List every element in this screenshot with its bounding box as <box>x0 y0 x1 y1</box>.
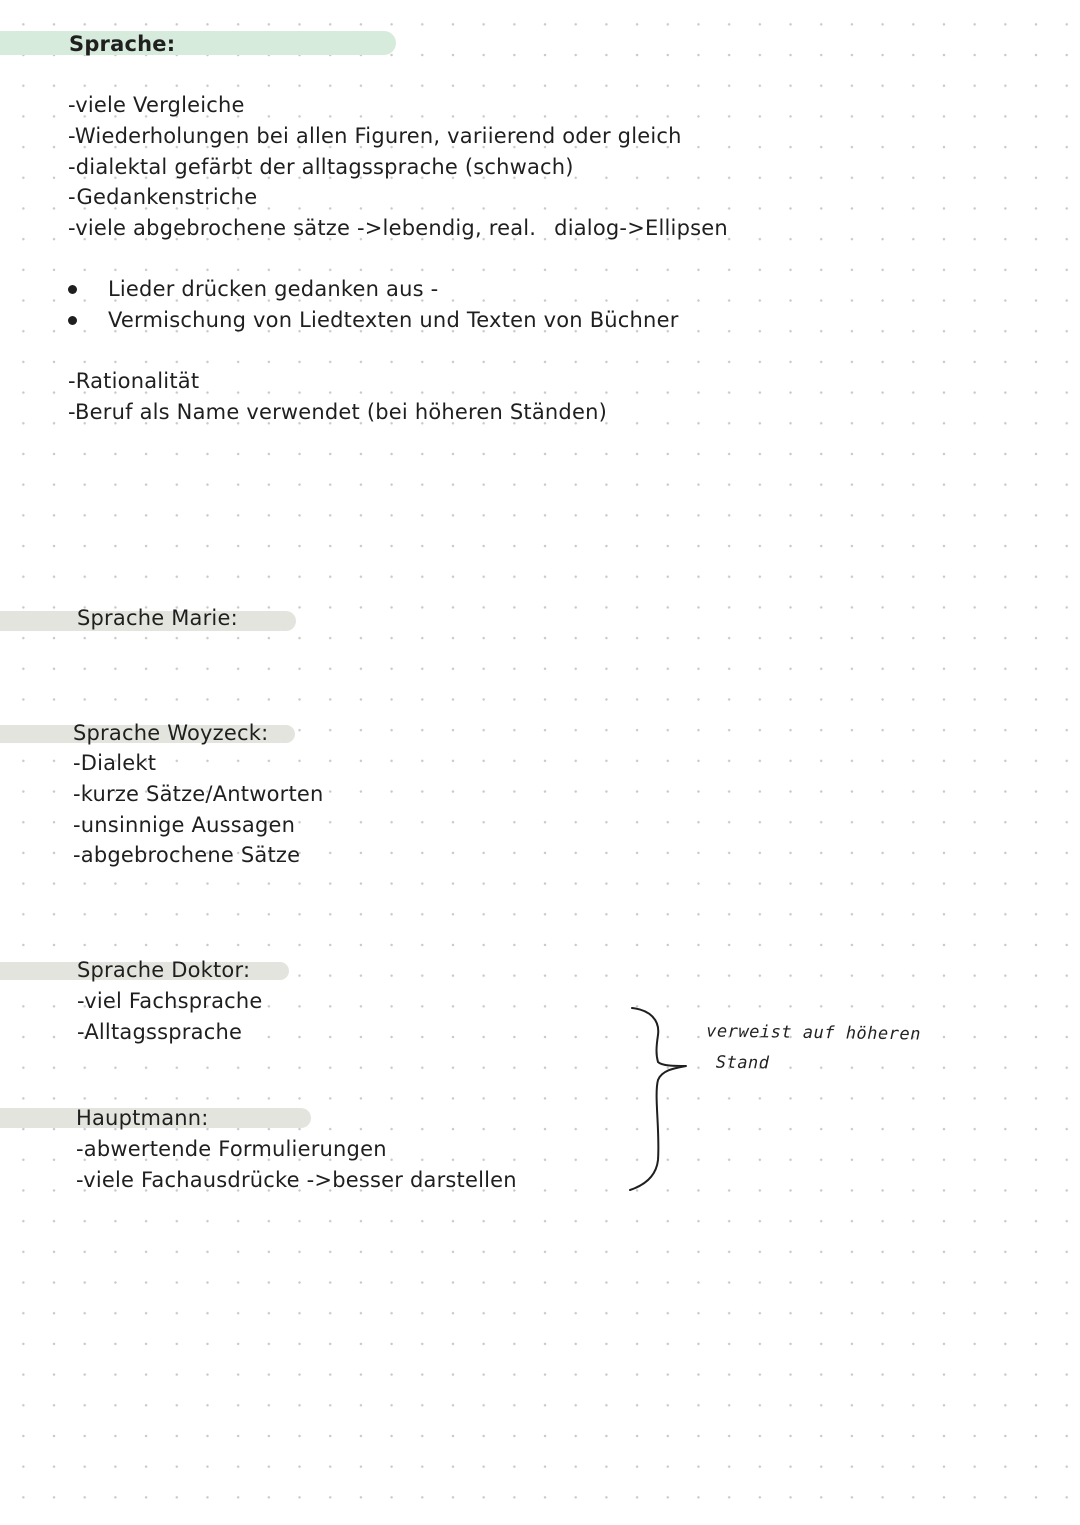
bullet-item: Vermischung von Liedtexten und Texten von Büchner <box>68 305 679 336</box>
section-heading-woyzeck: Sprache Woyzeck: <box>73 721 269 745</box>
list-item: -Gedankenstriche <box>68 185 258 210</box>
sprache-list <box>68 90 728 244</box>
annotation-line: verweist auf höheren <box>706 1021 922 1045</box>
curly-brace-icon <box>620 1000 700 1200</box>
list-item: -Dialekt <box>73 751 157 775</box>
list-item: -Alltagssprache <box>77 1019 243 1044</box>
list-item: -Rationalität <box>68 369 200 393</box>
handwritten-annotation <box>706 1017 922 1082</box>
list-item: -unsinnige Aussagen <box>73 812 296 837</box>
sprache-list-more <box>68 366 607 428</box>
list-item-text: -viele abgebrochene sätze ->lebendig, real. <box>68 216 537 241</box>
bullet-list <box>68 274 679 336</box>
list-item-text: dialog->Ellipsen <box>554 216 728 241</box>
list-item: -kurze Sätze/Antworten <box>73 781 324 806</box>
list-item: -viele Vergleiche <box>68 93 245 117</box>
hauptmann-list <box>76 1134 517 1196</box>
list-item: -abgebrochene Sätze <box>73 843 301 868</box>
section-heading-marie: Sprache Marie: <box>77 606 238 630</box>
list-item: -viel Fachsprache <box>77 989 263 1013</box>
section-heading-sprache: Sprache: <box>69 32 176 56</box>
list-item: -viele Fachausdrücke ->besser darstellen <box>76 1167 517 1192</box>
list-item: -Wiederholungen bei allen Figuren, variierend oder gleich <box>68 123 682 148</box>
list-item: -Beruf als Name verwendet (bei höheren Ständen) <box>68 399 607 424</box>
heading-highlight <box>0 31 396 55</box>
doktor-list <box>77 986 263 1048</box>
section-heading-doktor: Sprache Doktor: <box>77 958 251 982</box>
list-item: -abwertende Formulierungen <box>76 1137 387 1161</box>
list-item <box>68 213 728 244</box>
bullet-item: Lieder drücken gedanken aus - <box>68 274 679 305</box>
list-item: -dialektal gefärbt der alltagssprache (schwach) <box>68 154 574 179</box>
annotation-line: Stand <box>715 1052 770 1074</box>
woyzeck-list <box>73 748 324 871</box>
section-heading-hauptmann: Hauptmann: <box>76 1106 209 1130</box>
